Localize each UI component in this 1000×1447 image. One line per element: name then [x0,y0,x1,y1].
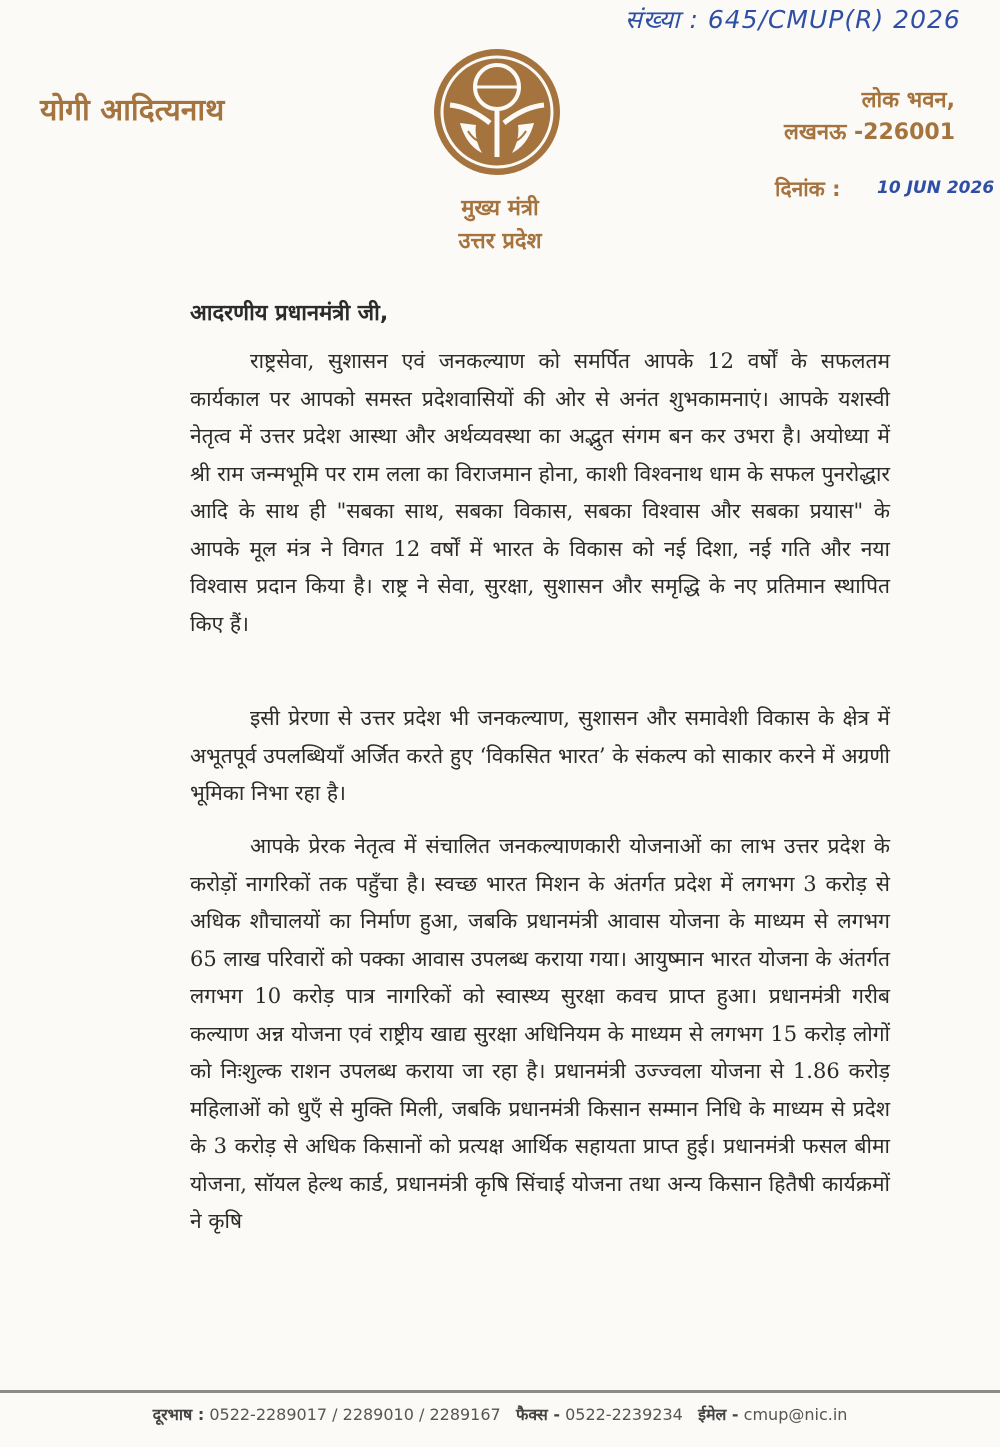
office-title: मुख्य मंत्री [461,196,539,221]
footer-contact [0,1403,1000,1425]
body-paragraph-2: इसी प्रेरणा से उत्तर प्रदेश भी जनकल्याण, सुशासन और समावेशी विकास के क्षेत्र में अभूतपूर्व उपलब्धियाँ अर्जित करते हुए ‘विकसित भारत’ के संकल्प को साकार करने में अग्रणी भूमिका निभा रहा है। [190,706,890,805]
email-label: ईमेल - [698,1405,739,1424]
fax-number: 0522-2239234 [565,1405,683,1424]
body-paragraph-3: आपके प्रेरक नेतृत्व में संचालित जनकल्याणकारी योजनाओं का लाभ उत्तर प्रदेश के करोड़ों नागरिकों तक पहुँचा है। स्वच्छ भारत मिशन के अंतर्गत प्रदेश में लगभग 3 करोड़ से अधिक शौचालयों का निर्माण हुआ, जबकि प्रधानमंत्री आवास योजना के माध्यम से लगभग 65 लाख परिवारों को पक्का आवास उपलब्ध कराया गया। आयुष्मान भारत योजना के अंतर्गत लगभग 10 करोड़ पात्र नागरिकों को स्वास्थ्य सुरक्षा कवच प्राप्त हुआ। प्रधानमंत्री गरीब कल्याण अन्न योजना एवं राष्ट्रीय खाद्य सुरक्षा अधिनियम के माध्यम से लगभग 15 करोड़ लोगों को निःशुल्क राशन उपलब्ध कराया जा रहा है। प्रधानमंत्री उज्ज्वला योजना से 1.86 करोड़ महिलाओं को धुएँ से मुक्ति मिली, जबकि प्रधानमंत्री किसान सम्मान निधि के माध्यम से प्रदेश के 3 करोड़ से अधिक किसानों को प्रत्यक्ष आर्थिक सहायता प्राप्त हुई। प्रधानमंत्री फसल बीमा योजना, सॉयल हेल्थ कार्ड, प्रधानमंत्री कृषि सिंचाई योजना तथा अन्य किसान हितैषी कार्यक्रमों ने कृषि [190,834,890,1233]
address-line-1: लोक भवन, [861,88,955,113]
email-address: cmup@nic.in [743,1405,848,1424]
phone-label: दूरभाष : [152,1405,205,1424]
address-line-2: लखनऊ -226001 [783,120,955,145]
uttar-pradesh-emblem-icon [430,45,564,179]
date-stamp: 10 JUN 2026 [877,178,995,198]
salutation: आदरणीय प्रधानमंत्री जी, [190,301,389,326]
reference-number: संख्या : 645/CMUP(R) 2026 [625,5,961,34]
footer-divider [0,1390,1000,1393]
date-label: दिनांक : [775,177,841,201]
body-paragraph-1: राष्ट्रसेवा, सुशासन एवं जनकल्याण को समर्पित आपके 12 वर्षों के सफलतम कार्यकाल पर आपको समस्त प्रदेशवासियों की ओर से अनंत शुभकामनाएं। आपके यशस्वी नेतृत्व में उत्तर प्रदेश आस्था और अर्थव्यवस्था का अद्भुत संगम बन कर उभरा है। अयोध्या में श्री राम जन्मभूमि पर राम लला का विराजमान होना, काशी विश्वनाथ धाम के सफल पुनरोद्धार आदि के साथ ही "सबका साथ, सबका विकास, सबका विश्वास और सबका प्रयास" के आपके मूल मंत्र ने विगत 12 वर्षों में भारत के विकास को नई दिशा, नई गति और नया विश्वास प्रदान किया है। राष्ट्र ने सेवा, सुरक्षा, सुशासन और समृद्धि के नए प्रतिमान स्थापित किए हैं। [190,349,890,636]
sender-name: योगी आदित्यनाथ [40,93,225,128]
phone-numbers: 0522-2289017 / 2289010 / 2289167 [209,1405,501,1424]
fax-label: फैक्स - [515,1405,560,1424]
office-state: उत्तर प्रदेश [458,229,542,254]
